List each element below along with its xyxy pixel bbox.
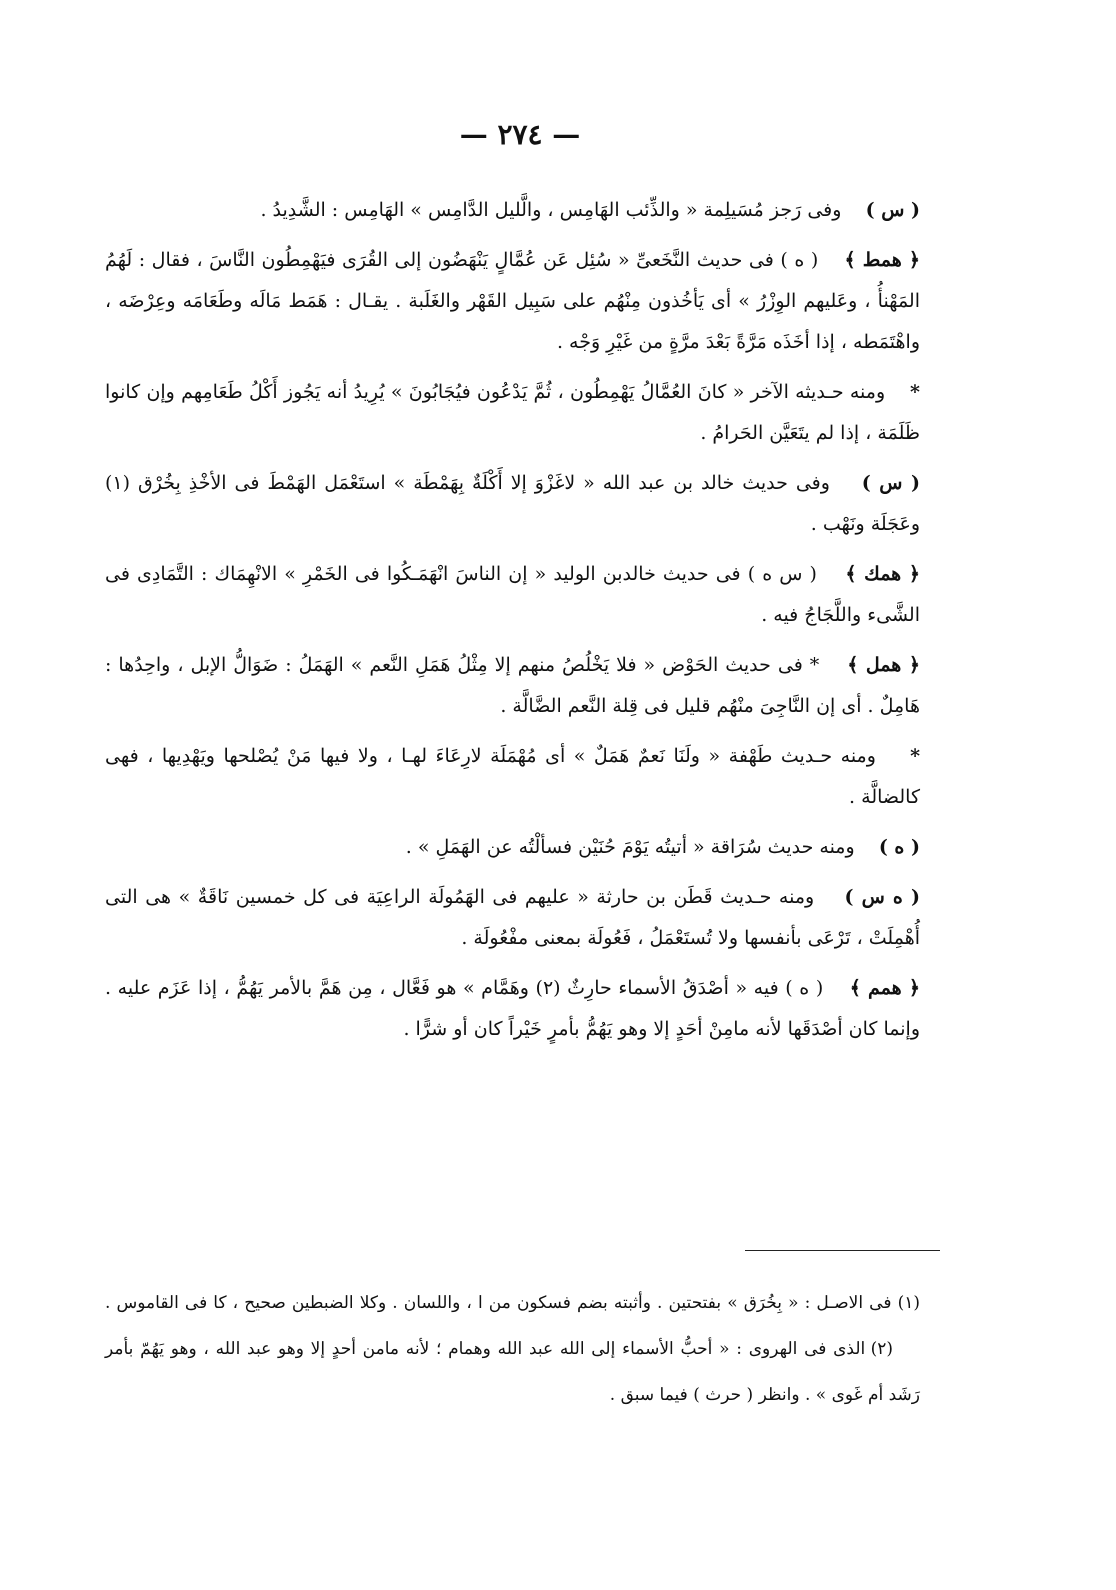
- entry-text: ( ه ) فيه « أصْدَقُ الأسماء حارِثٌ (٢) وهَمَّام » هو فَعَّال ، مِن هَمَّ بالأمر يَهُمُّ ، إذا عَزَم عليه . وإنما كان أصْدَقَها لأنه مامِنْ أحَدٍ إلا وهو يَهُمُّ بأمرٍ خَيْراً كان أو شرًّا .: [105, 977, 920, 1040]
- footnote-2: (٢) الذى فى الهروى : « أحبُّ الأسماء إلى الله عبد الله وهمام ؛ لأنه مامن أحدٍ إلا وهو عبد الله ، وهو يَهُمّ بأمر رَشَد أم غَوى » . وانظر ( حرث ) فيما سبق .: [105, 1339, 920, 1405]
- footnote-1: (١) فى الاصـل : « بِخُرَق » بفتحتين . وأثبته بضم فسكون من ا ، واللسان . وكلا الضبطين صحيح ، كا فى القاموس .: [105, 1293, 920, 1313]
- entry-tag: ( ه س ): [844, 886, 920, 908]
- footnote-divider: [745, 1250, 940, 1251]
- entry-hamal: [105, 645, 920, 727]
- entry-tag: *: [910, 381, 920, 403]
- entry-hamam: [105, 968, 920, 1050]
- entry-text: ومنه حـديثه الآخر « كانَ العُمَّالُ يَهْمِطُون ، ثُمَّ يَدْعُون فيُجَابُونَ » يُرِيدُ أنه يَجُوز أَكْلُ طَعَامِهم وإن كانوا ظَلَمَة ، إذا لم يتَعَيَّن الحَرامُ .: [105, 381, 920, 444]
- entry-hamal-tahfa: [105, 736, 920, 818]
- entry-hamal-suraqa: [105, 827, 920, 868]
- entry-hamis: [105, 190, 920, 231]
- entry-hamta: [105, 463, 920, 545]
- entry-text: ( س ه ) فى حديث خالدبن الوليد « إن الناسَ انْهَمَـكُوا فى الخَمْرِ » الانْهِمَاك : التَّمَادِى فى الشَّىء واللَّجَاجُ فيه .: [105, 563, 920, 626]
- entry-tag: ( ه ): [878, 836, 920, 858]
- entry-text: * فى حديث الحَوْض « فلا يَخْلُصُ منهم إلا مِثْلُ هَمَلِ النَّعم » الهَمَلُ : ضَوَالُّ الإبل ، واحِدُها : هَامِلٌ . أى إن النَّاجِىَ منْهُم قليل فى قِلة النَّعم الضَّالَّة .: [105, 654, 920, 717]
- entry-hamula: [105, 877, 920, 959]
- entry-hamat-sub: [105, 372, 920, 454]
- entry-text: ( ه ) فى حديث النَّخَعىِّ « سُئِل عَن عُمَّالٍ يَنْهَضُون إلى القُرَى فيَهْمِطُون النَّاسَ ، فقال : لَهُمُ المَهْنأُ ، وعَليهم الوِزْرُ » أى يَأخُذون مِنْهُم على سَبِيل القَهْر والغَلَبة . يقـال : هَمَط مَالَه وطَعَامَه وعِرْضَه ، واهْتَمَطه ، إذا أخَذَه مَرَّةً بَعْدَ مرَّةٍ من غَيْرِ وَجْه .: [105, 249, 920, 353]
- entry-text: ومنه حـديث قَطَن بن حارثة « عليهم فى الهَمُولَة الراعِيَة فى كل خمسين نَاقَةٌ » هى التى أُهْمِلَتْ ، تَرْعَى بأنفسها ولا تُستَعْمَلُ ، فَعُولَة بمعنى مفْعُولَة .: [105, 886, 920, 949]
- entry-hamak: [105, 554, 920, 636]
- entry-tag: ﴿ همل ﴾: [847, 654, 920, 676]
- entry-tag: ﴿ همم ﴾: [849, 977, 920, 999]
- dictionary-body: [105, 190, 920, 1059]
- entry-text: ومنه حـديث طَهْفة « ولَنَا نَعمٌ هَمَلٌ » أى مُهْمَلَة لارِعَاءَ لهـا ، ولا فيها مَنْ يُصْلحها ويَهْدِيها ، فهى كالضالَّة .: [105, 745, 920, 808]
- entry-tag: ﴿ همط ﴾: [844, 249, 920, 271]
- entry-tag: *: [910, 745, 920, 767]
- entry-text: وفى حديث خالد بن عبد الله « لاغَزْوَ إلا أَكْلَةٌ بِهَمْطَة » استَعْمَل الهَمْطَ فى الأخْذِ بِخُرْق (١) وعَجَلَة ونَهْب .: [105, 472, 920, 535]
- entry-tag: ﴿ همك ﴾: [845, 563, 920, 585]
- entry-hamat: [105, 240, 920, 363]
- entry-tag: ( س ): [865, 199, 920, 221]
- entry-tag: ( س ): [861, 472, 920, 494]
- footnotes: [105, 1280, 920, 1418]
- entry-text: وفى رَجز مُسَيلِمة « والذِّئب الهَامِس ، والَّليل الدَّامِس » الهَامِس : الشَّدِيدُ .: [260, 199, 842, 221]
- page-number: — ٢٧٤ —: [459, 118, 581, 151]
- entry-text: ومنه حديث سُرَاقة « أتيتُه يَوْمَ حُنَيْن فسألْتُه عن الهَمَلِ » .: [405, 836, 855, 858]
